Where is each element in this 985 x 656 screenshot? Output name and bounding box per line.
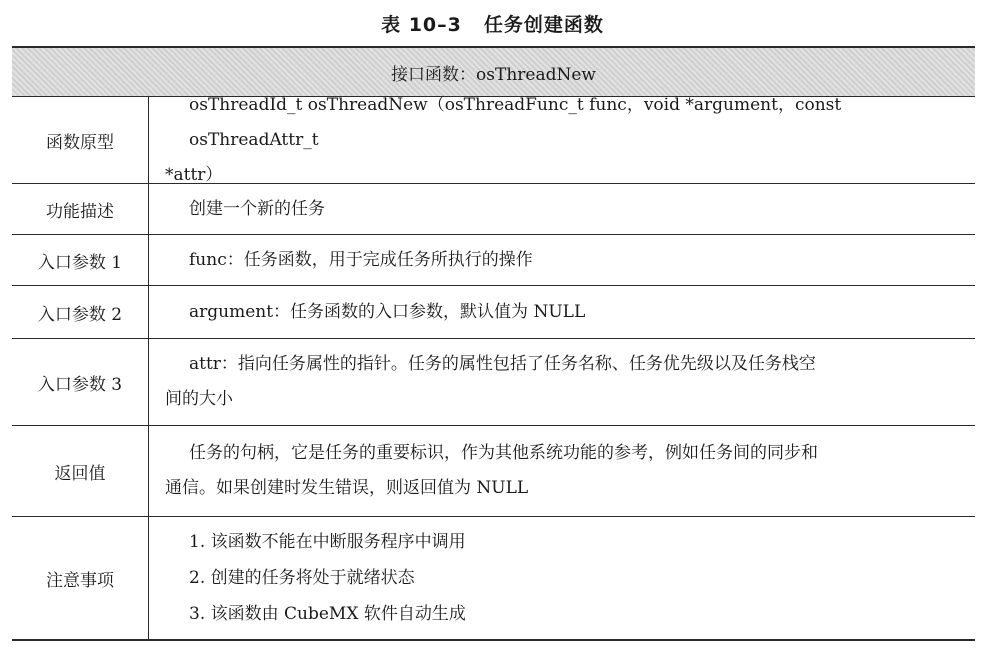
content-line: func：任务函数，用于完成任务所执行的操作 bbox=[189, 249, 533, 270]
row-content bbox=[149, 286, 975, 338]
header-text: 接口函数：osThreadNew bbox=[391, 64, 596, 85]
content-line: 间的大小 bbox=[165, 389, 233, 409]
table-row-param3 bbox=[12, 339, 975, 426]
row-content bbox=[149, 426, 975, 516]
content-line: 通信。如果创建时发生错误，则返回值为 NULL bbox=[165, 478, 529, 498]
table-row-description bbox=[12, 184, 975, 235]
table-row-param1 bbox=[12, 235, 975, 286]
content-line: 创建一个新的任务 bbox=[189, 198, 325, 219]
table-title: 任务创建函数 bbox=[483, 14, 604, 36]
row-label: 入口参数 3 bbox=[12, 339, 149, 425]
table-row-notes bbox=[12, 517, 975, 639]
row-label: 返回值 bbox=[12, 426, 149, 516]
content-line: argument：任务函数的入口参数，默认值为 NULL bbox=[189, 301, 586, 322]
row-label: 入口参数 2 bbox=[12, 286, 149, 338]
content-line: 任务的句柄，它是任务的重要标识，作为其他系统功能的参考，例如任务间的同步和 bbox=[189, 443, 818, 463]
function-table bbox=[12, 46, 975, 641]
note-item: 3. 该函数由 CubeMX 软件自动生成 bbox=[189, 604, 466, 624]
table-row-return bbox=[12, 426, 975, 517]
content-line: *attr） bbox=[165, 164, 223, 185]
table-caption bbox=[0, 10, 985, 37]
row-content bbox=[149, 94, 975, 185]
note-item: 1. 该函数不能在中断服务程序中调用 bbox=[189, 532, 466, 552]
content-line: osThreadId_t osThreadNew（osThreadFunc_t func，void *argument，const osThreadAttr_t bbox=[189, 94, 842, 150]
table-row-prototype bbox=[12, 94, 975, 185]
row-content bbox=[149, 339, 975, 425]
row-label: 入口参数 1 bbox=[12, 235, 149, 285]
table-row-param2 bbox=[12, 286, 975, 339]
table-number: 表 10–3 bbox=[381, 14, 462, 36]
row-label: 注意事项 bbox=[12, 517, 149, 639]
row-content bbox=[149, 517, 975, 639]
row-content bbox=[149, 184, 975, 234]
row-label: 功能描述 bbox=[12, 184, 149, 234]
content-line: attr：指向任务属性的指针。任务的属性包括了任务名称、任务优先级以及任务栈空 bbox=[189, 354, 816, 374]
row-label: 函数原型 bbox=[12, 97, 149, 183]
row-content bbox=[149, 235, 975, 285]
note-item: 2. 创建的任务将处于就绪状态 bbox=[189, 568, 415, 588]
